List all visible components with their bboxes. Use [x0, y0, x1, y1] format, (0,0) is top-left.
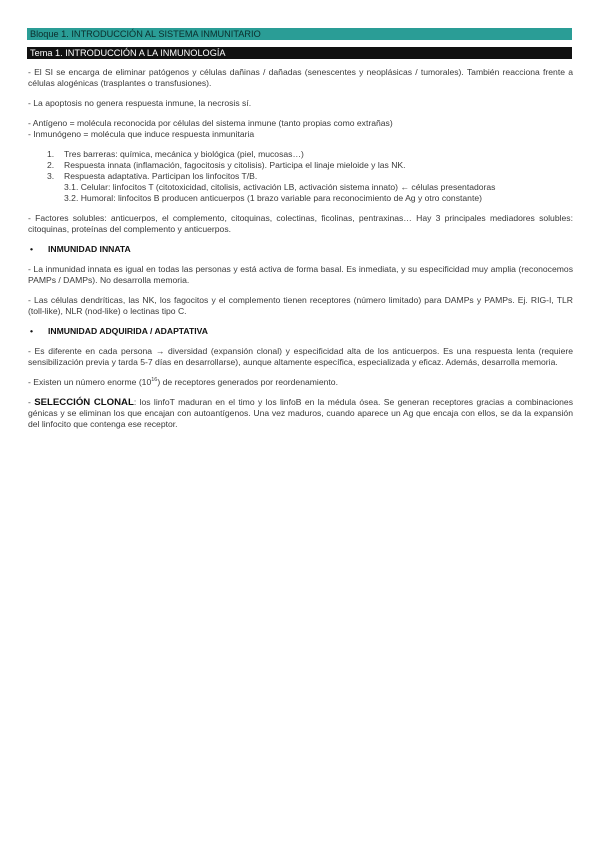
section-heading-text: INMUNIDAD INNATA [48, 244, 131, 254]
immunogen-definition: - Inmunógeno = molécula que induce respuesta inmunitaria [28, 129, 255, 139]
block-title-banner: Bloque 1. INTRODUCCIÓN AL SISTEMA INMUNITARIO [27, 28, 572, 40]
list-item-text: Tres barreras: química, mecánica y biológica (piel, mucosas…) [64, 149, 304, 159]
innata-paragraph-2: - Las células dendríticas, las NK, los fagocitos y el complemento tienen receptores (número limitado) para DAMPs y PAMPs. Ej. RIG-I, TLR (toll-like), NLR (nod-like) o lectinas tipo C. [28, 295, 573, 316]
clonal-selection-label: SELECCIÓN CLONAL [34, 397, 134, 408]
adquirida-paragraph-2 [28, 377, 573, 388]
list-item [28, 171, 573, 182]
list-item-text: Respuesta innata (inflamación, fagocitosis y citolisis). Participa el linaje mieloide y las NK. [64, 160, 406, 170]
bullet-icon: • [30, 244, 34, 254]
section-heading-innata [28, 244, 573, 255]
soluble-factors-paragraph: - Factores solubles: anticuerpos, el complemento, citoquinas, colectinas, ficolinas, pentraxinas… Hay 3 principales mediadores solubles: citoquinas, proteínas del complemento y anticuerpos. [28, 213, 573, 234]
list-item-text: Respuesta adaptativa. Participan los linfocitos T/B. [64, 171, 258, 181]
section-heading-adquirida [28, 326, 573, 337]
document-body [28, 67, 573, 430]
antigen-definition: - Antígeno = molécula reconocida por células del sistema inmune (tanto propias como extrañas) [28, 118, 393, 128]
bullet-icon: • [30, 326, 34, 336]
adquirida-paragraph-1: - Es diferente en cada persona → diversidad (expansión clonal) y especificidad alta de los anticuerpos. Es una respuesta lenta (requiere sensibilización previa y tarda 5-7 días en desarrollarse), aunque altamente específica, especializada y eficaz. Además, desarrolla memoria. [28, 346, 573, 367]
exponent: 16 [151, 377, 158, 384]
list-item [28, 149, 573, 160]
paragraph-text: ) de receptores generados por reordenamiento. [157, 377, 338, 387]
defense-list [28, 149, 573, 204]
list-number: 2. [47, 160, 55, 170]
clonal-selection-text: : los linfoT maduran en el timo y los linfoB en la médula ósea. Se generan receptores gracias a combinaciones génicas y se eliminan los que encajan con autoantígenos. Una vez maduros, cuando aparece un Ag que encaja con ellos, se da la expansión del linfocito que contenga ese receptor. [28, 397, 573, 429]
dash-prefix: - [28, 397, 35, 407]
list-number: 1. [47, 149, 55, 159]
list-number: 3. [47, 171, 55, 181]
sublist-item-celular: 3.1. Celular: linfocitos T (citotoxicidad, citolisis, activación LB, activación sistema innato) ← células presentadoras [64, 182, 496, 192]
intro-paragraph-2: - La apoptosis no genera respuesta inmune, la necrosis sí. [28, 98, 252, 108]
section-heading-text: INMUNIDAD ADQUIRIDA / ADAPTATIVA [48, 326, 208, 336]
innata-paragraph-1: - La inmunidad innata es igual en todas las personas y está activa de forma basal. Es inmediata, y su especificidad muy amplia (reconocemos PAMPs / DAMPs). No desarrolla memoria. [28, 264, 573, 285]
intro-paragraph-1: - El SI se encarga de eliminar patógenos y células dañinas / dañadas (senescentes y neoplásicas / tumorales). También reacciona frente a células alogénicas (trasplantes o transfusiones). [28, 67, 573, 88]
sublist-item-humoral: 3.2. Humoral: linfocitos B producen anticuerpos (1 brazo variable para reconocimiento de Ag y otro constante) [64, 193, 482, 203]
tema-title-banner: Tema 1. INTRODUCCIÓN A LA INMUNOLOGÍA [27, 47, 572, 59]
paragraph-text: - Existen un número enorme (10 [28, 377, 152, 387]
clonal-selection-paragraph [28, 397, 573, 430]
list-item [28, 160, 573, 171]
